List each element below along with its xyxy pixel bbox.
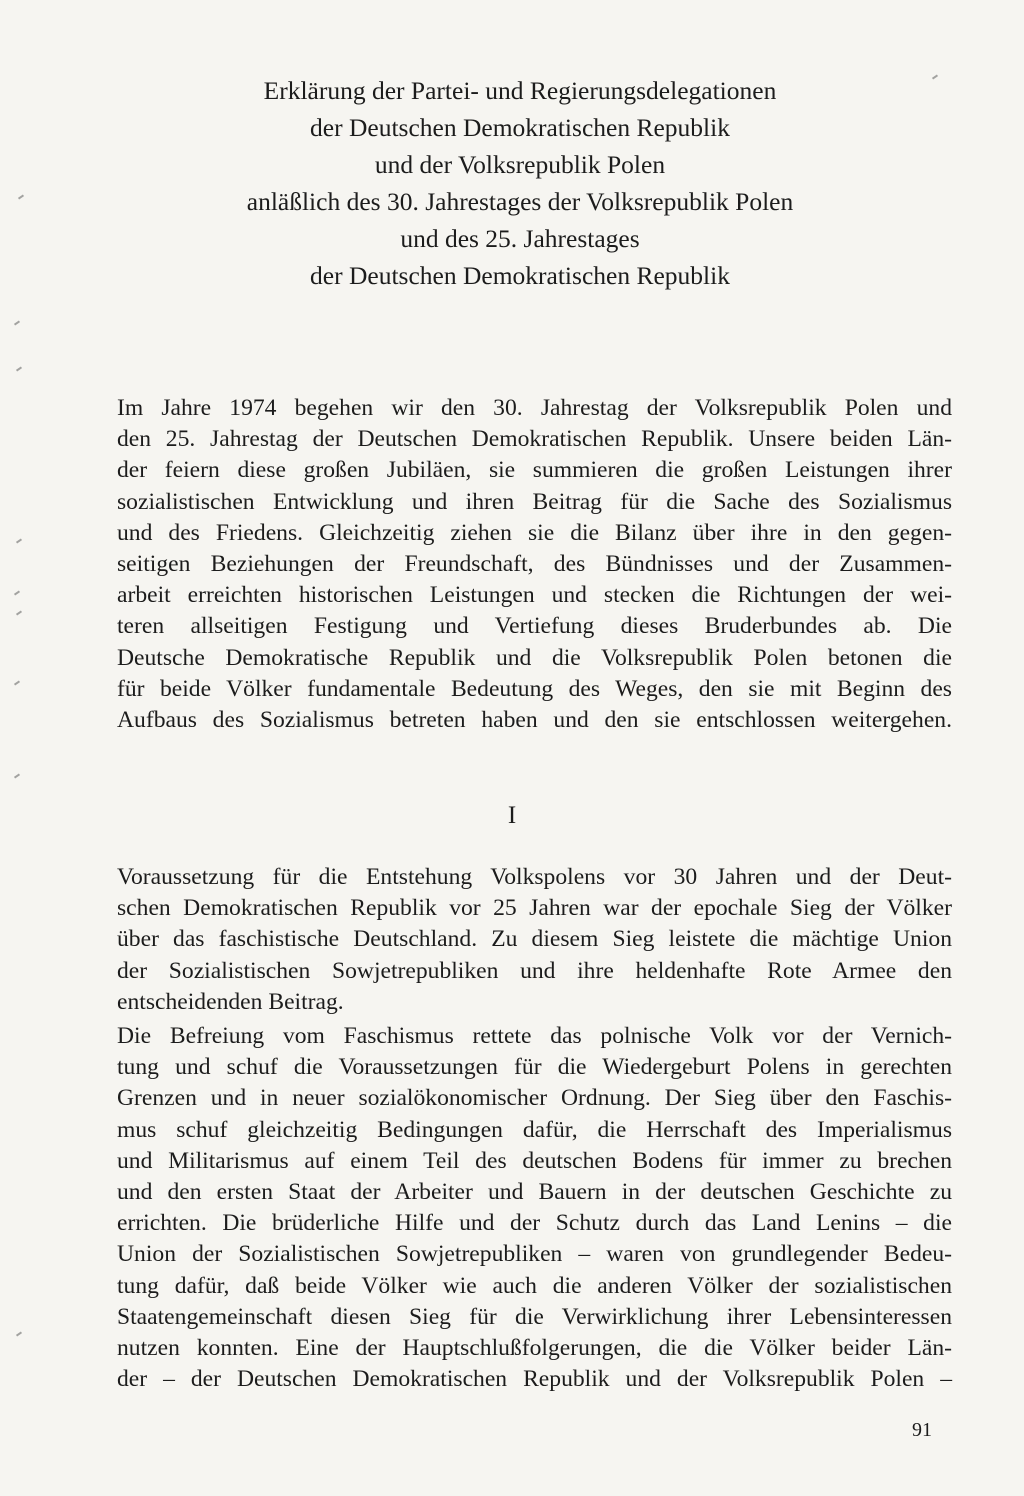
scan-mark xyxy=(16,366,22,371)
intro-line: seitigen Beziehungen der Freundschaft, des Bündnisses und der Zusammen- xyxy=(117,550,952,577)
intro-line: arbeit erreichten historischen Leistungen und stecken die Richtungen der wei- xyxy=(117,582,952,609)
paragraph-line: und Militarismus auf einem Teil des deutschen Bodens für immer zu brechen xyxy=(117,1147,952,1174)
title-line-3: und der Volksrepublik Polen xyxy=(374,150,666,179)
paragraph-line: Voraussetzung für die Entstehung Volkspolens vor 30 Jahren und der Deut- xyxy=(117,864,952,890)
paragraph-line: mus schuf gleichzeitig Bedingungen dafür, die Herrschaft des Imperialismus xyxy=(117,1116,952,1143)
title-line-1: Erklärung der Partei- und Regierungsdelegationen xyxy=(263,76,777,105)
scan-mark xyxy=(14,680,20,685)
paragraph-line: entscheidenden Beitrag. xyxy=(117,988,344,1015)
paragraph-line: Staatengemeinschaft diesen Sieg für die Verwirklichung ihrer Lebensinteressen xyxy=(117,1303,952,1330)
scan-mark xyxy=(16,538,22,543)
paragraph-line: Die Befreiung vom Faschismus rettete das polnische Volk vor der Vernich- xyxy=(117,1023,952,1049)
section-heading: I xyxy=(507,802,517,829)
title-line-4: anläßlich des 30. Jahrestages der Volksrepublik Polen xyxy=(246,187,794,216)
intro-line: den 25. Jahrestag der Deutschen Demokratischen Republik. Unsere beiden Län- xyxy=(117,426,952,453)
scan-mark xyxy=(14,320,20,325)
intro-line: und des Friedens. Gleichzeitig ziehen sie die Bilanz über ihre in den gegen- xyxy=(117,519,952,546)
paragraph-line: tung dafür, daß beide Völker wie auch die anderen Völker der sozialistischen xyxy=(117,1272,952,1299)
scan-mark xyxy=(14,590,20,595)
scan-mark xyxy=(932,74,938,79)
paragraph-line: errichten. Die brüderliche Hilfe und der Schutz durch das Land Lenins – die xyxy=(117,1210,952,1237)
scan-mark xyxy=(16,610,22,615)
paragraph-line: Union der Sozialistischen Sowjetrepubliken – waren von grundlegender Bedeu- xyxy=(117,1241,952,1268)
intro-line: sozialistischen Entwicklung und ihren Beitrag für die Sache des Sozialismus xyxy=(117,488,952,515)
title-line-6: der Deutschen Demokratischen Republik xyxy=(310,261,730,290)
title-line-2: der Deutschen Demokratischen Republik xyxy=(310,113,730,142)
intro-line: Im Jahre 1974 begehen wir den 30. Jahrestag der Volksrepublik Polen und xyxy=(117,395,952,421)
paragraph-line: nutzen konnten. Eine der Hauptschlußfolgerungen, die die Völker beider Län- xyxy=(117,1334,952,1361)
paragraph-line: Grenzen und in neuer sozialökonomischer Ordnung. Der Sieg über den Faschis- xyxy=(117,1085,952,1112)
scan-mark xyxy=(16,1331,22,1336)
section-paragraph-2 xyxy=(117,1021,952,1395)
page-number: 91 xyxy=(912,1419,932,1441)
intro-line: für beide Völker fundamentale Bedeutung des Weges, den sie mit Beginn des xyxy=(117,675,952,702)
paragraph-line: der – der Deutschen Demokratischen Republik und der Volksrepublik Polen – xyxy=(117,1366,952,1393)
paragraph-line: schen Demokratischen Republik vor 25 Jahren war der epochale Sieg der Völker xyxy=(117,895,952,922)
section-paragraph-1 xyxy=(117,862,952,1018)
paragraph-line: der Sozialistischen Sowjetrepubliken und ihre heldenhafte Rote Armee den xyxy=(117,957,952,984)
intro-paragraph xyxy=(117,393,952,736)
intro-line: Deutsche Demokratische Republik und die Volksrepublik Polen betonen die xyxy=(117,644,952,671)
paragraph-line: über das faschistische Deutschland. Zu diesem Sieg leistete die mächtige Union xyxy=(117,926,952,953)
scan-mark xyxy=(18,194,24,199)
intro-line: der feiern diese großen Jubiläen, sie summieren die großen Leistungen ihrer xyxy=(117,457,952,484)
title-line-5: und des 25. Jahrestages xyxy=(400,224,640,253)
paragraph-line: tung und schuf die Voraussetzungen für die Wiedergeburt Polens in gerechten xyxy=(117,1054,952,1081)
scan-mark xyxy=(14,773,20,778)
document-title xyxy=(150,72,890,294)
intro-line: Aufbaus des Sozialismus betreten haben und den sie entschlossen weitergehen. xyxy=(117,706,952,733)
paragraph-line: und den ersten Staat der Arbeiter und Bauern in der deutschen Geschichte zu xyxy=(117,1178,952,1205)
intro-line: teren allseitigen Festigung und Vertiefung dieses Bruderbundes ab. Die xyxy=(117,613,952,640)
